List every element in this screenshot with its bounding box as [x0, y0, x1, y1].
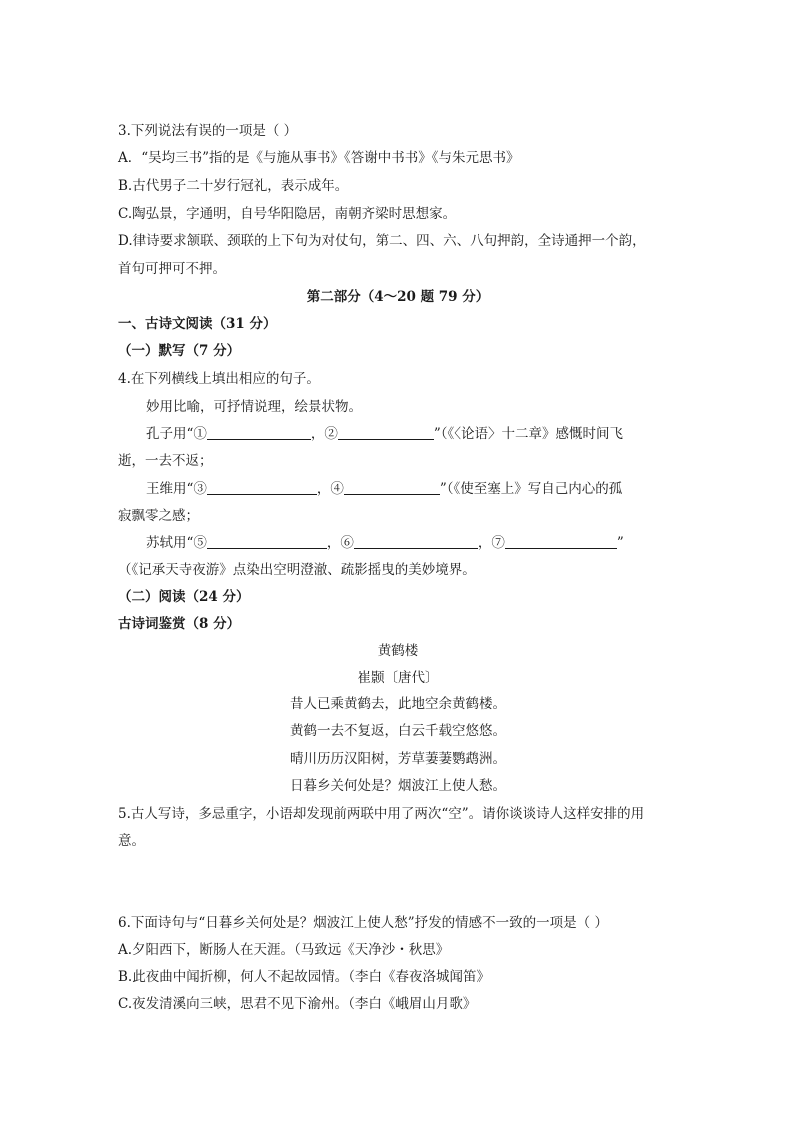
subsection-reading-heading: （二）阅读（24 分） [118, 589, 250, 605]
q4-confucius-line [146, 424, 623, 444]
q4-confucius-suffix: ”（《〈论语〉十二章》感慨时间飞 [433, 426, 624, 442]
q3-option-d-line2: 首句可押可不押。 [118, 261, 226, 277]
q4-intro: 妙用比喻，可抒情说理，绘景状物。 [146, 399, 362, 415]
blank-7[interactable] [505, 534, 617, 549]
q4-wangwei-continuation: 寂飘零之感； [118, 508, 199, 524]
poem-line-2: 黄鹤一去不复返，白云千载空悠悠。 [290, 723, 506, 739]
poem-line-1: 昔人已乘黄鹤去，此地空余黄鹤楼。 [290, 696, 506, 712]
poem-line-3: 晴川历历汉阳树，芳草萋萋鹦鹉洲。 [290, 751, 506, 767]
q4-sushi-separator-2: ，⑦ [477, 535, 505, 551]
q3-stem: 3.下列说法有误的一项是（ ） [118, 123, 298, 139]
poem-author: 崔颢〔唐代〕 [357, 670, 439, 686]
q4-wangwei-prefix: 王维用“③ [146, 481, 207, 497]
part-two-heading: 第二部分（4～20 题 79 分） [306, 289, 490, 305]
blank-1[interactable] [207, 425, 311, 440]
q4-sushi-suffix: ” [616, 535, 624, 551]
q4-stem: 4.在下列横线上填出相应的句子。 [118, 371, 320, 387]
q4-sushi-line [146, 533, 624, 553]
q3-option-a: A．“吴均三书”指的是《与施从事书》《答谢中书书》《与朱元思书》 [118, 150, 520, 166]
q3-option-d-line1: D.律诗要求颔联、颈联的上下句为对仗句，第二、四、六、八句押韵，全诗通押一个韵， [118, 233, 646, 249]
blank-3[interactable] [207, 480, 317, 495]
q4-wangwei-line [146, 479, 622, 499]
blank-6[interactable] [354, 534, 478, 549]
q4-confucius-continuation: 逝，一去不返； [118, 453, 213, 469]
q4-sushi-separator-1: ，⑥ [326, 535, 354, 551]
q3-option-b: B.古代男子二十岁行冠礼，表示成年。 [118, 178, 349, 194]
blank-4[interactable] [344, 480, 440, 495]
subsection-dictation-heading: （一）默写（7 分） [118, 343, 241, 359]
blank-2[interactable] [338, 425, 434, 440]
q6-option-b: B.此夜曲中闻折柳，何人不起故园情。（李白《春夜洛城闻笛》 [118, 969, 490, 985]
q4-confucius-separator: ，② [310, 426, 338, 442]
q6-stem: 6.下面诗句与“日暮乡关何处是？烟波江上使人愁”抒发的情感不一致的一项是（ ） [118, 915, 608, 931]
q5-line1: 5.古人写诗，多忌重字，小语却发现前两联中用了两次“空”。请你谈谈诗人这样安排的用 [118, 806, 645, 822]
q4-wangwei-separator: ，④ [316, 481, 344, 497]
section-one-heading: 一、古诗文阅读（31 分） [118, 316, 277, 332]
q5-line2: 意。 [118, 833, 145, 849]
q4-sushi-prefix: 苏轼用“⑤ [146, 535, 207, 551]
poem-title: 黄鹤楼 [377, 643, 419, 659]
blank-5[interactable] [207, 534, 327, 549]
poem-line-4: 日暮乡关何处是？烟波江上使人愁。 [290, 778, 506, 794]
q4-sushi-continuation: （《记承天寺夜游》点染出空明澄澈、疏影摇曳的美妙境界。 [118, 562, 476, 578]
q6-option-a: A.夕阳西下，断肠人在天涯。（马致远《天净沙・秋思》 [118, 942, 450, 958]
q4-confucius-prefix: 孔子用“① [146, 426, 207, 442]
poetry-appreciation-heading: 古诗词鉴赏（8 分） [118, 616, 241, 632]
q3-option-c: C.陶弘景，字通明，自号华阳隐居，南朝齐梁时思想家。 [118, 206, 457, 222]
q4-wangwei-suffix: ”（《使至塞上》写自己内心的孤 [439, 481, 623, 497]
q6-option-c: C.夜发清溪向三峡，思君不见下渝州。（李白《峨眉山月歌》 [118, 996, 477, 1012]
